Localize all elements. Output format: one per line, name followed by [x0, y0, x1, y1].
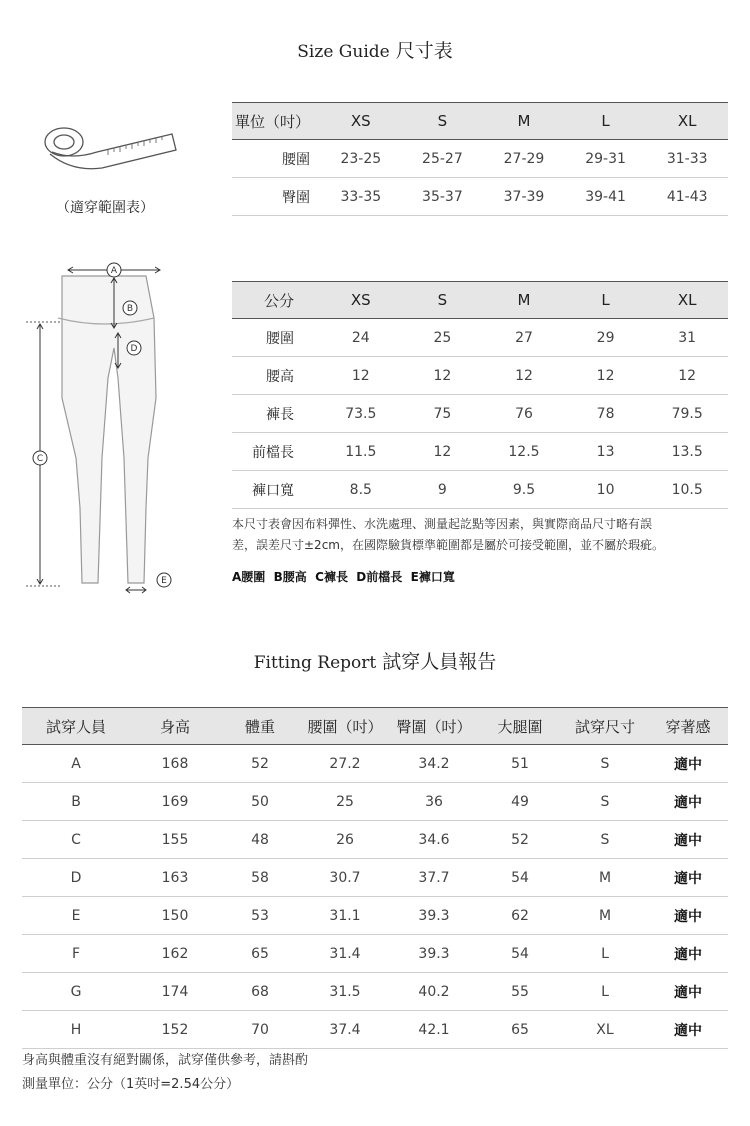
- cell: H: [22, 1011, 130, 1049]
- cell: D: [22, 859, 130, 897]
- cell: 150: [130, 897, 220, 935]
- fit-cell: 適中: [648, 821, 728, 859]
- table-row: [232, 319, 728, 357]
- inch-table-header: [232, 103, 728, 140]
- cell: 9.5: [483, 471, 565, 509]
- cell: 31: [646, 319, 728, 357]
- marker-e-label: E: [161, 576, 167, 586]
- tape-measure-icon: [42, 122, 182, 182]
- header-cell: S: [402, 103, 484, 140]
- cell: 39-41: [565, 178, 647, 216]
- cell: L: [562, 973, 648, 1011]
- cell: 54: [478, 935, 562, 973]
- header-cell: 試穿人員: [22, 708, 130, 745]
- cell: 10: [565, 471, 647, 509]
- table-row: [22, 745, 728, 783]
- cell: C: [22, 821, 130, 859]
- table-row: [232, 471, 728, 509]
- table-row: [232, 140, 728, 178]
- cell: 31.1: [300, 897, 390, 935]
- footnote-weight: 身高與體重沒有絕對關係，試穿僅供參考，請斟酌: [22, 1053, 309, 1068]
- cell: 9: [402, 471, 484, 509]
- cell: 168: [130, 745, 220, 783]
- cell: 40.2: [390, 973, 478, 1011]
- note-line: 本尺寸表會因布料彈性、水洗處理、測量起訖點等因素，與實際商品尺寸略有誤: [232, 517, 653, 531]
- cell: F: [22, 935, 130, 973]
- header-cell: L: [565, 282, 647, 319]
- cell: 25: [300, 783, 390, 821]
- header-cell: M: [483, 282, 565, 319]
- header-cell: 臀圍（吋）: [390, 708, 478, 745]
- fit-cell: 適中: [648, 859, 728, 897]
- cell: 52: [478, 821, 562, 859]
- header-cell: M: [483, 103, 565, 140]
- cell: 42.1: [390, 1011, 478, 1049]
- cell: 10.5: [646, 471, 728, 509]
- cell: 34.2: [390, 745, 478, 783]
- cell: 48: [220, 821, 300, 859]
- cell: 37-39: [483, 178, 565, 216]
- cell: 37.7: [390, 859, 478, 897]
- cell: 53: [220, 897, 300, 935]
- cell: 169: [130, 783, 220, 821]
- size-guide-title-en: Size Guide: [297, 42, 390, 62]
- cell: 13: [565, 433, 647, 471]
- cell: 70: [220, 1011, 300, 1049]
- table-row: [22, 783, 728, 821]
- cell: XL: [562, 1011, 648, 1049]
- header-cell: 穿著感: [648, 708, 728, 745]
- fit-cell: 適中: [648, 783, 728, 821]
- cell: 26: [300, 821, 390, 859]
- fitting-report-title-zh: 試穿人員報告: [382, 651, 497, 673]
- cell: 11.5: [320, 433, 402, 471]
- header-cell: L: [565, 103, 647, 140]
- cell: 25: [402, 319, 484, 357]
- header-cell: 身高: [130, 708, 220, 745]
- marker-c-label: C: [36, 454, 44, 464]
- note-line: 差，誤差尺寸±2cm，在國際驗貨標準範圍都是屬於可接受範圍，並不屬於瑕疵。: [232, 538, 664, 552]
- measurement-legend: A腰圍 B腰高 C褲長 D前檔長 E褲口寬: [232, 570, 455, 584]
- cell: 23-25: [320, 140, 402, 178]
- cell: L: [562, 935, 648, 973]
- cell: 49: [478, 783, 562, 821]
- cell: 12: [320, 357, 402, 395]
- header-cell: XL: [646, 103, 728, 140]
- cell: 163: [130, 859, 220, 897]
- marker-d-label: D: [130, 344, 138, 354]
- cell: 8.5: [320, 471, 402, 509]
- cell: M: [562, 859, 648, 897]
- fitting-report-title-en: Fitting Report: [253, 653, 377, 673]
- cell: S: [562, 783, 648, 821]
- cell: A: [22, 745, 130, 783]
- cell: 27-29: [483, 140, 565, 178]
- cell: B: [22, 783, 130, 821]
- cell: 29: [565, 319, 647, 357]
- footnote-unit: 測量單位：公分（1英吋=2.54公分）: [22, 1077, 240, 1092]
- header-cell: 試穿尺寸: [562, 708, 648, 745]
- row-label: 腰高: [232, 357, 320, 395]
- row-label: 腰圍: [232, 140, 320, 178]
- table-row: [232, 395, 728, 433]
- cell: 39.3: [390, 897, 478, 935]
- cell: 12: [565, 357, 647, 395]
- cell: 73.5: [320, 395, 402, 433]
- table-row: [22, 859, 728, 897]
- cell: 12.5: [483, 433, 565, 471]
- table-row: [22, 935, 728, 973]
- marker-b-label: B: [126, 304, 134, 314]
- cell: M: [562, 897, 648, 935]
- header-cell: 單位（吋）: [232, 103, 320, 140]
- cell: 76: [483, 395, 565, 433]
- cell: 27: [483, 319, 565, 357]
- cell: 55: [478, 973, 562, 1011]
- size-guide-title-zh: 尺寸表: [395, 40, 453, 62]
- cell: 152: [130, 1011, 220, 1049]
- table-row: [232, 178, 728, 216]
- cm-table-header: [232, 282, 728, 319]
- cell: 65: [220, 935, 300, 973]
- header-cell: 公分: [232, 282, 320, 319]
- cell: 65: [478, 1011, 562, 1049]
- cell: 162: [130, 935, 220, 973]
- fit-cell: 適中: [648, 897, 728, 935]
- row-label: 腰圍: [232, 319, 320, 357]
- cell: 29-31: [565, 140, 647, 178]
- cell: 52: [220, 745, 300, 783]
- marker-a-label: A: [110, 266, 118, 276]
- table-row: [232, 433, 728, 471]
- cell: 41-43: [646, 178, 728, 216]
- header-cell: S: [402, 282, 484, 319]
- cell: 31.5: [300, 973, 390, 1011]
- cell: E: [22, 897, 130, 935]
- row-label: 臀圍: [232, 178, 320, 216]
- cell: 30.7: [300, 859, 390, 897]
- fitting-report-table: [22, 707, 728, 1049]
- inch-size-table: [232, 102, 728, 216]
- cell: 37.4: [300, 1011, 390, 1049]
- table-row: [22, 821, 728, 859]
- cm-size-table: [232, 281, 728, 509]
- table-row: [22, 897, 728, 935]
- size-guide-title: [0, 36, 750, 63]
- table-row: [22, 1011, 728, 1049]
- header-cell: 大腿圍: [478, 708, 562, 745]
- cell: 78: [565, 395, 647, 433]
- cell: 155: [130, 821, 220, 859]
- cell: 33-35: [320, 178, 402, 216]
- cell: 24: [320, 319, 402, 357]
- cell: 25-27: [402, 140, 484, 178]
- cell: S: [562, 745, 648, 783]
- cell: 12: [402, 357, 484, 395]
- cell: 31.4: [300, 935, 390, 973]
- cell: 51: [478, 745, 562, 783]
- cell: 62: [478, 897, 562, 935]
- row-label: 褲長: [232, 395, 320, 433]
- cell: 58: [220, 859, 300, 897]
- table-row: [232, 357, 728, 395]
- header-cell: 腰圍（吋）: [300, 708, 390, 745]
- leggings-diagram: [22, 258, 182, 598]
- header-cell: XS: [320, 282, 402, 319]
- cell: 12: [402, 433, 484, 471]
- cell: 13.5: [646, 433, 728, 471]
- header-cell: XL: [646, 282, 728, 319]
- fit-cell: 適中: [648, 1011, 728, 1049]
- table-row: [22, 973, 728, 1011]
- cell: 36: [390, 783, 478, 821]
- cell: 174: [130, 973, 220, 1011]
- cell: 54: [478, 859, 562, 897]
- tape-caption: （適穿範圍表）: [56, 200, 154, 216]
- cell: 50: [220, 783, 300, 821]
- fit-cell: 適中: [648, 745, 728, 783]
- cell: 12: [646, 357, 728, 395]
- row-label: 褲口寬: [232, 471, 320, 509]
- fit-cell: 適中: [648, 973, 728, 1011]
- cell: 35-37: [402, 178, 484, 216]
- header-cell: 體重: [220, 708, 300, 745]
- fit-cell: 適中: [648, 935, 728, 973]
- cell: S: [562, 821, 648, 859]
- header-cell: XS: [320, 103, 402, 140]
- cell: G: [22, 973, 130, 1011]
- fitting-report-title: [0, 647, 750, 674]
- cell: 79.5: [646, 395, 728, 433]
- row-label: 前檔長: [232, 433, 320, 471]
- cell: 75: [402, 395, 484, 433]
- cell: 34.6: [390, 821, 478, 859]
- cell: 27.2: [300, 745, 390, 783]
- cell: 68: [220, 973, 300, 1011]
- cell: 12: [483, 357, 565, 395]
- cell: 39.3: [390, 935, 478, 973]
- fitting-table-header: [22, 708, 728, 745]
- size-note: [232, 514, 732, 556]
- cell: 31-33: [646, 140, 728, 178]
